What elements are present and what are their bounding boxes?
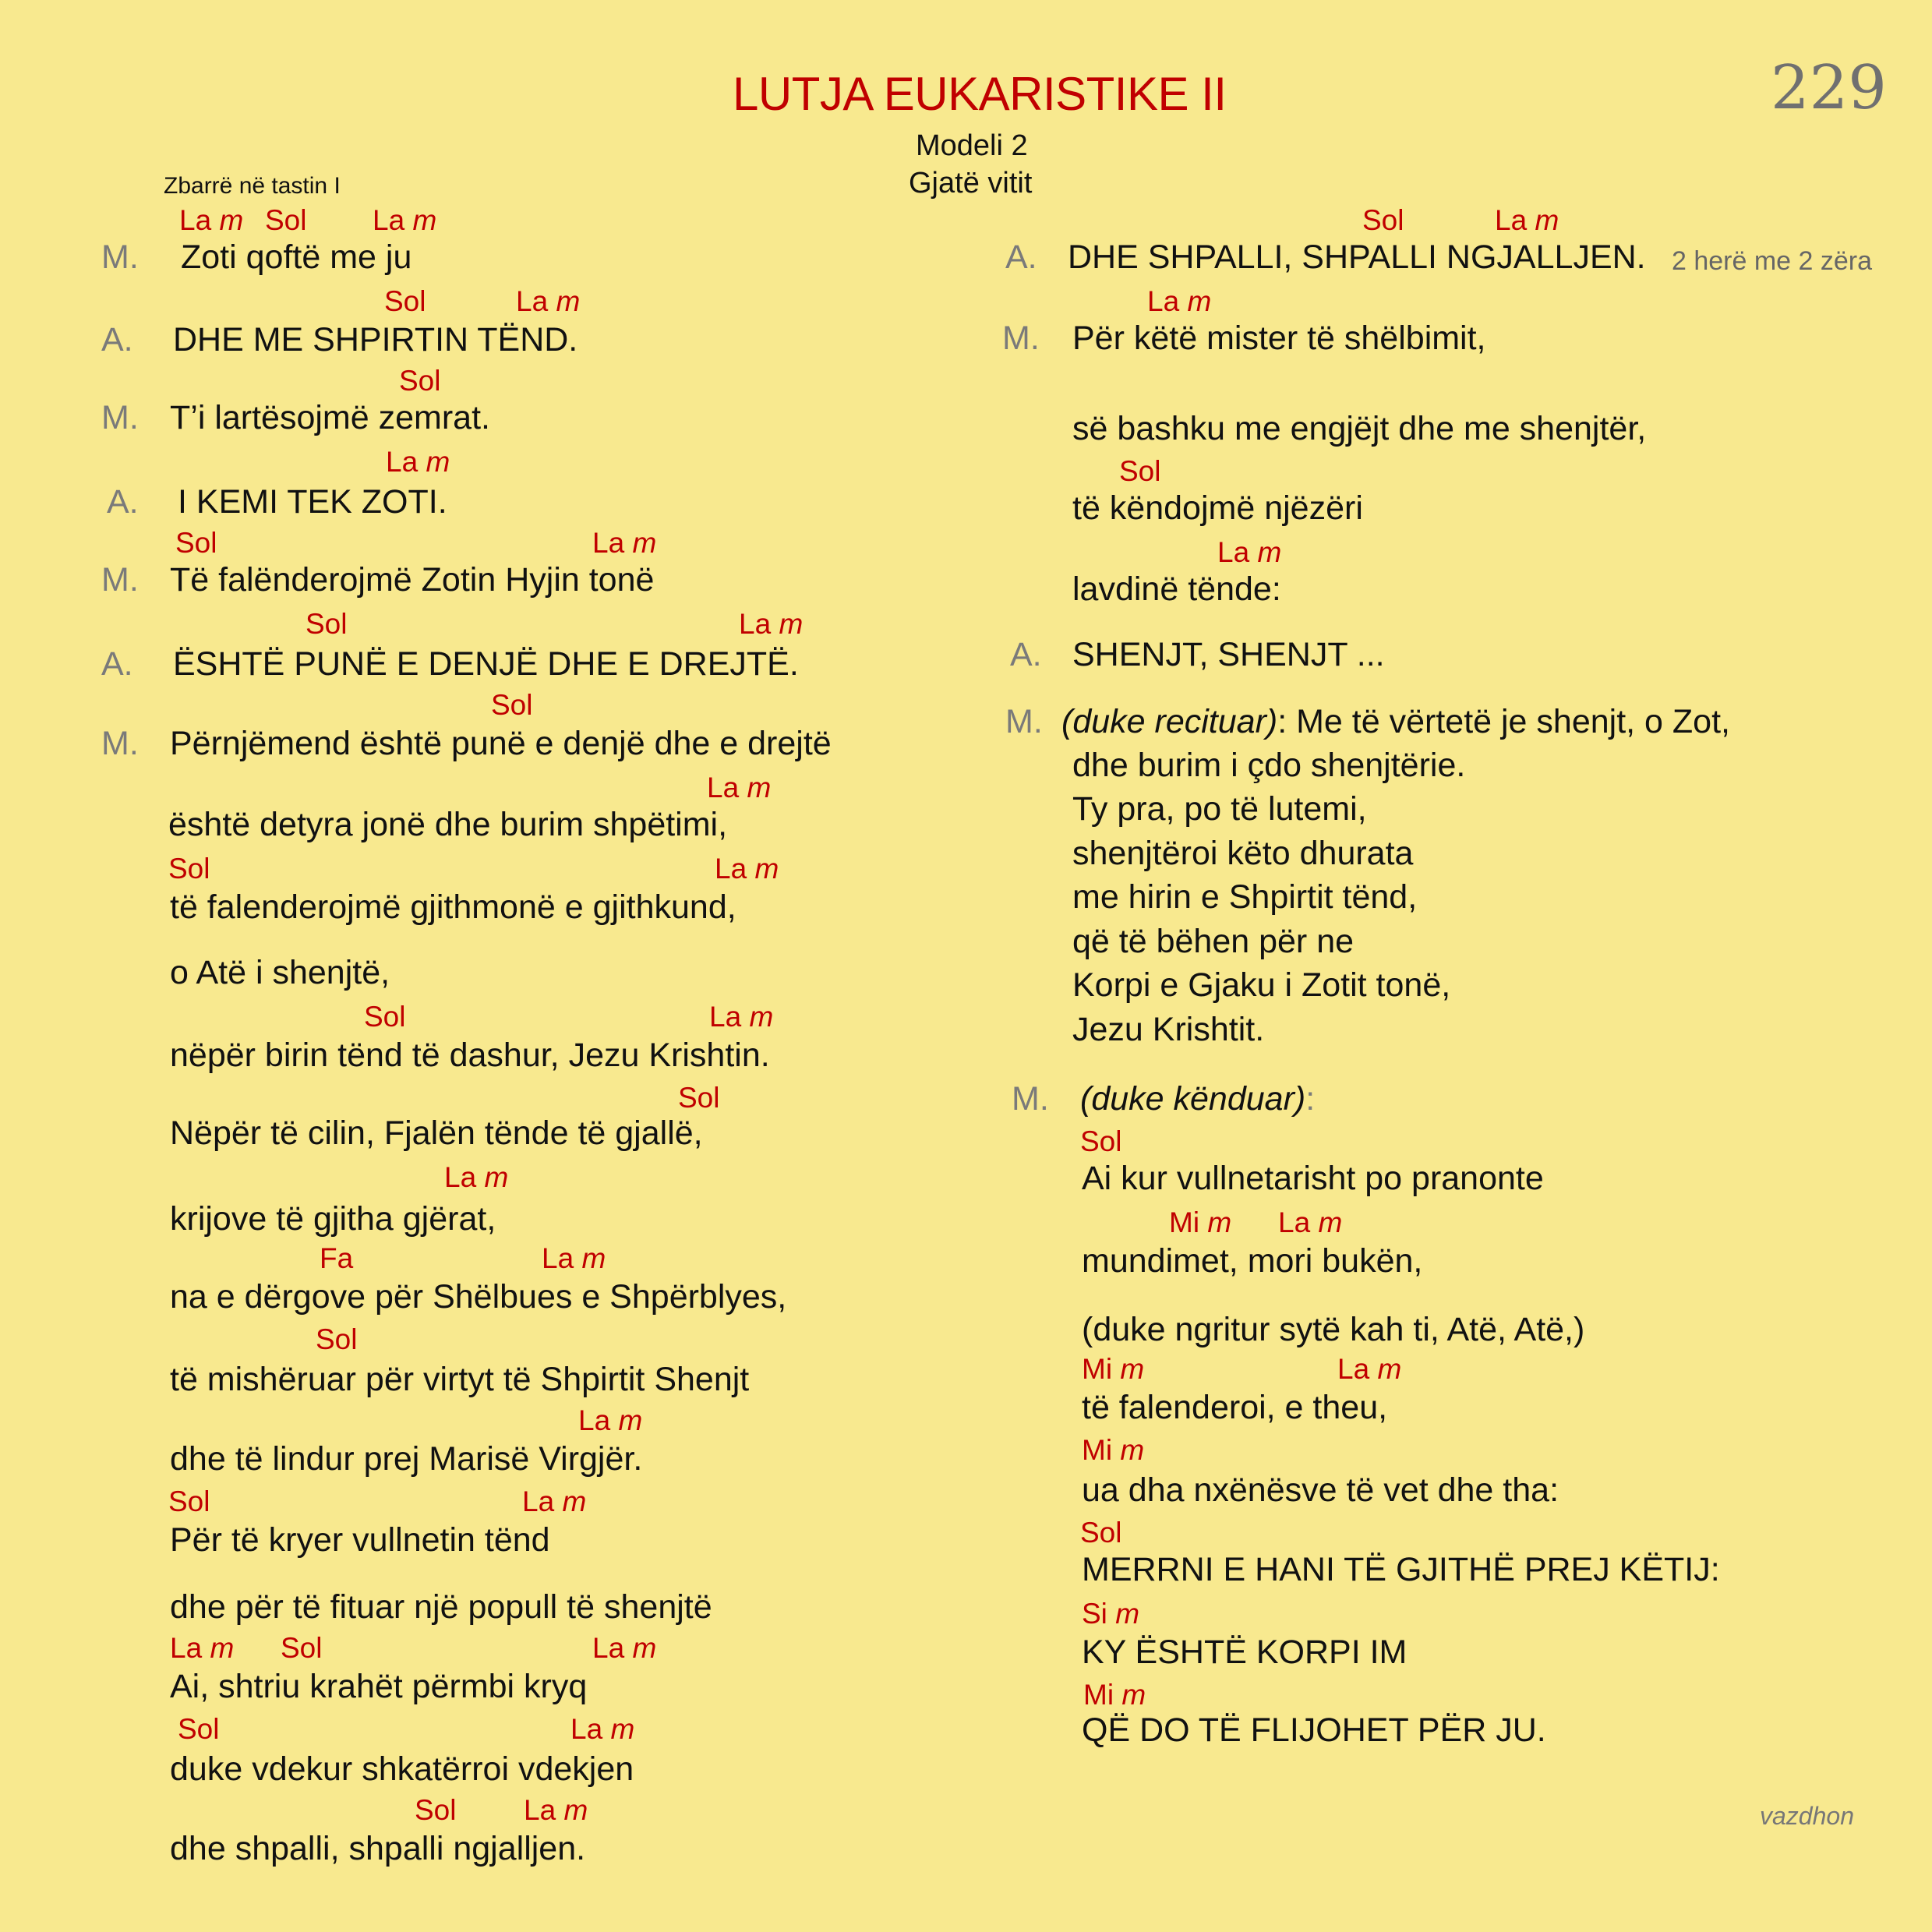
- lyric-line: QË DO TË FLIJOHET PËR JU.: [1082, 1711, 1546, 1749]
- lyric-line: dhe burim i çdo shenjtërie.: [1072, 747, 1466, 784]
- speaker-label: M.: [101, 561, 139, 599]
- chord-label: Sol: [384, 285, 426, 317]
- chord-label: Sol: [168, 853, 210, 885]
- chord-label: Mi m: [1169, 1206, 1232, 1238]
- page-number: 229: [1771, 53, 1887, 123]
- chord-label: Sol: [265, 204, 307, 236]
- lyric-line: o Atë i shenjtë,: [170, 954, 390, 991]
- page-title: LUTJA EUKARISTIKE II: [733, 68, 1227, 120]
- chord-label: La m: [516, 285, 581, 317]
- chord-label: La m: [522, 1485, 587, 1517]
- chord-label: La m: [1217, 536, 1282, 568]
- speaker-label: M.: [1005, 703, 1043, 740]
- chord-label: La m: [444, 1161, 509, 1193]
- lyric-line: T’i lartësojmë zemrat.: [170, 399, 490, 436]
- chord-label: Sol: [1080, 1125, 1122, 1157]
- speaker-label: A.: [1005, 238, 1037, 276]
- chord-label: La m: [570, 1713, 635, 1745]
- lyric-line: Ty pra, po të lutemi,: [1072, 790, 1367, 828]
- repeat-note: 2 herë me 2 zëra: [1672, 246, 1873, 276]
- chord-label: Sol: [168, 1485, 210, 1517]
- speaker-label: A.: [107, 483, 139, 521]
- chord-label: Sol: [316, 1323, 358, 1355]
- chord-label: La m: [715, 853, 779, 885]
- lyric-line: (duke ngritur sytë kah ti, Atë, Atë,): [1082, 1311, 1585, 1348]
- lyric-line: është detyra jonë dhe burim shpëtimi,: [168, 806, 728, 843]
- lyric-line: Nëpër të cilin, Fjalën tënde të gjallë,: [170, 1114, 703, 1152]
- lyric-line: lavdinë tënde:: [1072, 570, 1281, 608]
- chord-label: Sol: [178, 1713, 220, 1745]
- chord-label: La m: [386, 446, 450, 478]
- speaker-label: M.: [1012, 1080, 1049, 1118]
- lyric-line: Ai, shtriu krahët përmbi kryq: [170, 1668, 588, 1705]
- chord-label: La m: [592, 527, 657, 559]
- chord-label: Si m: [1082, 1598, 1140, 1630]
- speaker-label: M.: [101, 238, 139, 276]
- lyric-line: Korpi e Gjaku i Zotit tonë,: [1072, 966, 1451, 1004]
- chord-label: La m: [524, 1794, 588, 1826]
- lyric-line: me hirin e Shpirtit tënd,: [1072, 878, 1418, 916]
- chord-label: Sol: [1119, 455, 1161, 487]
- lyric-line: të falenderojmë gjithmonë e gjithkund,: [170, 888, 736, 926]
- chord-label: La m: [1337, 1353, 1402, 1385]
- lyric-line: të këndojmë njëzëri: [1072, 489, 1363, 527]
- lyric-line: ua dha nxënësve të vet dhe tha:: [1082, 1471, 1559, 1509]
- lyric-line: na e dërgove për Shëlbues e Shpërblyes,: [170, 1278, 787, 1316]
- lyric-line: Për këtë mister të shëlbimit,: [1072, 320, 1486, 357]
- lyric-line: SHENJT, SHENJT ...: [1072, 636, 1385, 673]
- lyric-line: duke vdekur shkatërroi vdekjen: [170, 1750, 634, 1788]
- lyric-line: Për të kryer vullnetin tënd: [170, 1521, 550, 1559]
- speaker-label: M.: [101, 725, 139, 762]
- chord-label: Sol: [399, 365, 441, 397]
- lyric-line: Të falënderojmë Zotin Hyjin tonë: [170, 561, 655, 599]
- season-label: Gjatë vitit: [909, 167, 1033, 200]
- lyric-line: MERRNI E HANI TË GJITHË PREJ KËTIJ:: [1082, 1551, 1720, 1588]
- lyric-line: së bashku me engjëjt dhe me shenjtër,: [1072, 410, 1647, 447]
- lyric-line: Ai kur vullnetarisht po pranonte: [1082, 1160, 1544, 1197]
- chord-label: Sol: [415, 1794, 457, 1826]
- model-label: Modeli 2: [916, 129, 1028, 162]
- chord-label: La m: [1147, 285, 1212, 317]
- chord-label: Fa: [320, 1242, 354, 1274]
- lyric-line: Zoti qoftë me ju: [181, 238, 412, 276]
- chord-label: La m: [592, 1632, 657, 1664]
- speaker-label: A.: [101, 645, 133, 683]
- lyric-line: Jezu Krishtit.: [1072, 1011, 1265, 1048]
- lyric-line: dhe të lindur prej Marisë Virgjër.: [170, 1440, 643, 1478]
- lyric-line: KY ËSHTË KORPI IM: [1082, 1634, 1407, 1671]
- lyric-line: mundimet, mori bukën,: [1082, 1242, 1423, 1280]
- chord-label: La m: [373, 204, 437, 236]
- lyric-line: nëpër birin tënd të dashur, Jezu Krishtin.: [170, 1037, 770, 1074]
- chord-label: La m: [739, 608, 804, 640]
- chord-label: Mi m: [1082, 1353, 1145, 1385]
- chord-label: La m: [1495, 204, 1559, 236]
- chord-label: La m: [542, 1242, 606, 1274]
- speaker-label: M.: [1002, 320, 1040, 357]
- lyric-line: dhe për të fituar një popull të shenjtë: [170, 1588, 712, 1626]
- lyric-line: krijove të gjitha gjërat,: [170, 1200, 496, 1238]
- chord-label: Sol: [491, 689, 533, 721]
- lyric-line: ËSHTË PUNË E DENJË DHE E DREJTË.: [173, 645, 799, 683]
- chord-label: Mi m: [1082, 1434, 1145, 1466]
- lyric-line: DHE ME SHPIRTIN TËND.: [173, 321, 578, 358]
- chord-label: La m: [707, 772, 772, 804]
- chord-label: Sol: [678, 1082, 720, 1114]
- speaker-label: A.: [101, 321, 133, 358]
- chord-label: Sol: [1080, 1517, 1122, 1549]
- chord-label: Sol: [364, 1001, 406, 1033]
- chord-label: Sol: [1362, 204, 1404, 236]
- lyric-line: I KEMI TEK ZOTI.: [178, 483, 447, 521]
- lyric-line: DHE SHPALLI, SHPALLI NGJALLJEN.: [1068, 238, 1646, 276]
- speaker-label: M.: [101, 399, 139, 436]
- lyric-line: shenjtëroi këto dhurata: [1072, 835, 1414, 872]
- chord-label: La m: [179, 204, 244, 236]
- chord-label: Mi m: [1083, 1679, 1146, 1711]
- lyric-line: dhe shpalli, shpalli ngjalljen.: [170, 1830, 586, 1867]
- lyric-line: Përnjëmend është punë e denjë dhe e drejtë: [170, 725, 832, 762]
- chord-label: La m: [709, 1001, 774, 1033]
- chord-label: Sol: [175, 527, 217, 559]
- lyric-line: (duke recituar): Me të vërtetë je shenjt, o Zot,: [1061, 703, 1730, 740]
- chord-label: La m: [170, 1632, 235, 1664]
- lyric-line: të falenderoi, e theu,: [1082, 1389, 1388, 1426]
- chord-label: La m: [1278, 1206, 1343, 1238]
- chord-label: Sol: [281, 1632, 323, 1664]
- speaker-label: A.: [1010, 636, 1042, 673]
- continue-note: vazdhon: [1760, 1802, 1854, 1830]
- lyric-line: që të bëhen për ne: [1072, 923, 1355, 960]
- chord-label: La m: [578, 1404, 643, 1436]
- chord-label: Sol: [306, 608, 348, 640]
- lyric-line: (duke kënduar):: [1080, 1080, 1316, 1118]
- key-note: Zbarrë në tastin I: [164, 173, 341, 199]
- lyric-line: të mishëruar për virtyt të Shpirtit Shenjt: [170, 1361, 750, 1398]
